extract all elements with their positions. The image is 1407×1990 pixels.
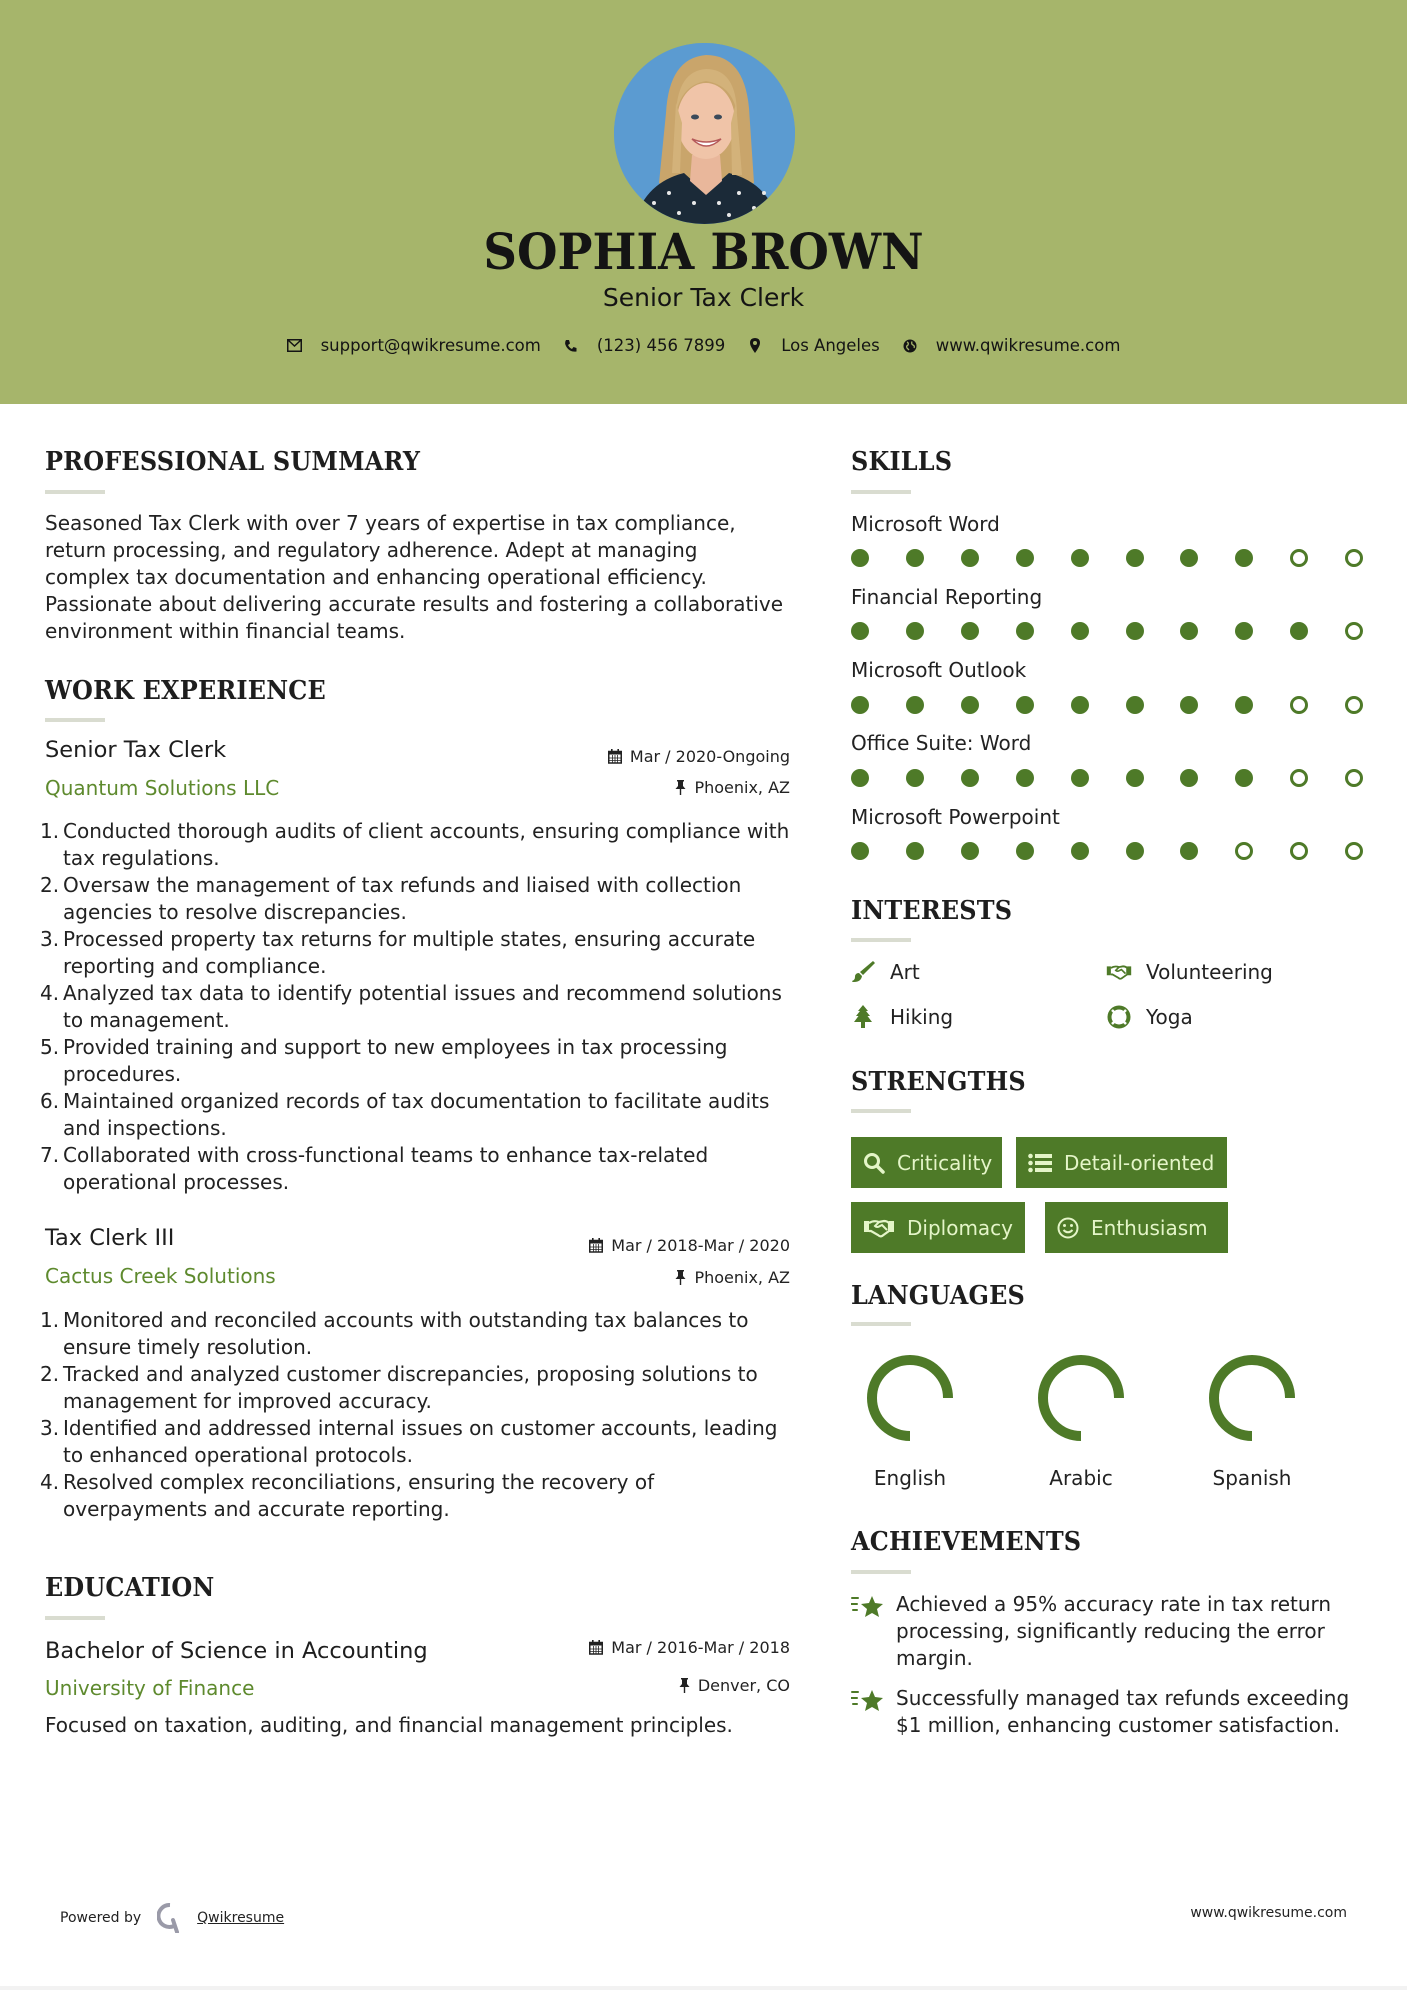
skill-dot-filled xyxy=(851,622,869,640)
map-marker-icon xyxy=(747,338,763,354)
skill-dot-filled xyxy=(906,549,924,567)
language-item xyxy=(1021,1352,1141,1490)
skill-dot-filled xyxy=(1180,769,1198,787)
qwikresume-logo-icon xyxy=(157,1903,183,1933)
language-progress-ring xyxy=(1035,1352,1127,1444)
shooting-star-icon xyxy=(851,1685,896,1739)
list-item: 7. Collaborated with cross-functional teams to enhance tax-related operational processes. xyxy=(40,1143,709,1194)
education-location xyxy=(679,1676,790,1695)
interest-label: Volunteering xyxy=(1146,960,1273,984)
smile-icon xyxy=(1057,1217,1079,1239)
achievement-item xyxy=(851,1591,1371,1672)
section-divider xyxy=(851,490,911,494)
skill-dot-filled xyxy=(1071,769,1089,787)
skill-name: Office Suite: Word xyxy=(851,731,1032,755)
list-item: 3. Identified and addressed internal issues on customer accounts, leading to enhanced operational protocols. xyxy=(40,1416,778,1467)
skill-dot-filled xyxy=(906,769,924,787)
thumbtack-icon xyxy=(675,1270,686,1285)
education-dates-text: Mar / 2016-Mar / 2018 xyxy=(611,1638,790,1657)
resume-header xyxy=(0,0,1407,404)
job-company: Quantum Solutions LLC xyxy=(45,776,280,800)
calendar-icon xyxy=(608,749,622,764)
skill-dot-empty xyxy=(1290,842,1308,860)
skill-name: Financial Reporting xyxy=(851,585,1043,609)
section-divider xyxy=(45,1616,105,1620)
envelope-icon xyxy=(287,338,303,354)
section-title-languages: LANGUAGES xyxy=(851,1281,1025,1311)
profile-photo xyxy=(614,43,795,224)
section-divider xyxy=(851,1322,911,1326)
skill-dot-filled xyxy=(961,622,979,640)
skill-dot-filled xyxy=(1016,549,1034,567)
strength-chip xyxy=(851,1202,1025,1253)
life-ring-icon xyxy=(1106,1005,1132,1029)
skill-dot-filled xyxy=(1180,696,1198,714)
contact-phone[interactable] xyxy=(563,336,725,355)
skill-dot-empty xyxy=(1290,549,1308,567)
section-title-achievements: ACHIEVEMENTS xyxy=(851,1527,1082,1557)
skill-name: Microsoft Outlook xyxy=(851,658,1027,682)
skill-dot-empty xyxy=(1235,842,1253,860)
job-location xyxy=(675,1268,790,1287)
skill-dot-filled xyxy=(906,622,924,640)
skill-dot-filled xyxy=(1016,842,1034,860)
skill-dot-filled xyxy=(906,696,924,714)
language-item xyxy=(1192,1352,1312,1490)
section-divider xyxy=(45,490,105,494)
candidate-name: SOPHIA BROWN xyxy=(483,222,924,281)
list-item: 4. Resolved complex reconciliations, ensuring the recovery of overpayments and accurate reporting. xyxy=(40,1470,655,1521)
skill-rating xyxy=(851,842,1371,862)
section-divider xyxy=(851,938,911,942)
interest-item xyxy=(850,960,920,984)
powered-by-text: Powered by xyxy=(60,1910,142,1926)
strength-label: Enthusiasm xyxy=(1091,1215,1208,1240)
skill-rating xyxy=(851,769,1371,789)
skill-dot-filled xyxy=(1126,549,1144,567)
contact-email-text: support@qwikresume.com xyxy=(320,336,541,355)
job-title: Tax Clerk III xyxy=(45,1225,175,1251)
skill-name: Microsoft Word xyxy=(851,512,1000,536)
skill-dot-filled xyxy=(1180,842,1198,860)
language-progress-ring xyxy=(1206,1352,1298,1444)
skill-dot-filled xyxy=(1071,549,1089,567)
achievement-item xyxy=(851,1685,1371,1739)
skill-dot-filled xyxy=(1126,622,1144,640)
job-bullets xyxy=(40,1307,800,1523)
skill-dot-filled xyxy=(1290,622,1308,640)
contact-phone-text: (123) 456 7899 xyxy=(596,336,726,355)
skill-dot-filled xyxy=(1235,622,1253,640)
skill-dot-empty xyxy=(1345,842,1363,860)
globe-icon xyxy=(902,338,918,354)
powered-by xyxy=(60,1903,284,1933)
strength-chip xyxy=(851,1137,1002,1188)
candidate-title: Senior Tax Clerk xyxy=(602,283,805,312)
thumbtack-icon xyxy=(675,780,686,795)
phone-icon xyxy=(563,338,579,354)
skill-dot-filled xyxy=(1235,549,1253,567)
section-title-education: EDUCATION xyxy=(45,1573,215,1603)
education-dates xyxy=(589,1638,790,1657)
qwikresume-link[interactable]: Qwikresume xyxy=(197,1910,285,1926)
interest-item xyxy=(1106,960,1273,984)
job-dates xyxy=(589,1236,790,1255)
skill-dot-filled xyxy=(961,842,979,860)
summary-text: Seasoned Tax Clerk with over 7 years of expertise in tax compliance, return processing, and regulatory adherence. Adept at managing complex tax documentation and enhancing operational efficiency. Passionate about delivering accurate results and fostering a collaborative environment within financial teams. xyxy=(45,511,784,643)
section-divider xyxy=(851,1570,911,1574)
list-item: 3. Processed property tax returns for multiple states, ensuring accurate reporting and compliance. xyxy=(40,927,756,978)
strength-label: Detail-oriented xyxy=(1064,1150,1215,1175)
list-icon xyxy=(1028,1153,1052,1173)
strength-chip xyxy=(1016,1137,1227,1188)
job-location-text: Phoenix, AZ xyxy=(694,778,790,797)
list-item: 2. Tracked and analyzed customer discrepancies, proposing solutions to management for improved accuracy. xyxy=(40,1362,758,1413)
language-item xyxy=(850,1352,970,1490)
skill-dot-filled xyxy=(851,842,869,860)
calendar-icon xyxy=(589,1238,603,1253)
thumbtack-icon xyxy=(679,1678,690,1693)
job-company: Cactus Creek Solutions xyxy=(45,1264,276,1288)
skill-rating xyxy=(851,622,1371,642)
section-title-experience: WORK EXPERIENCE xyxy=(45,676,326,706)
section-title-summary: PROFESSIONAL SUMMARY xyxy=(45,447,421,477)
interest-label: Hiking xyxy=(890,1005,954,1029)
skill-dot-empty xyxy=(1345,622,1363,640)
skill-rating xyxy=(851,696,1371,716)
school-name: University of Finance xyxy=(45,1676,255,1700)
calendar-icon xyxy=(589,1640,603,1655)
job-dates-text: Mar / 2020-Ongoing xyxy=(629,747,790,766)
job-location-text: Phoenix, AZ xyxy=(694,1268,790,1287)
skill-dot-empty xyxy=(1345,696,1363,714)
section-title-interests: INTERESTS xyxy=(851,896,1013,926)
skill-dot-filled xyxy=(961,696,979,714)
shooting-star-icon xyxy=(851,1591,896,1672)
contact-location-text: Los Angeles xyxy=(781,336,880,355)
education-location-text: Denver, CO xyxy=(697,1676,790,1695)
skill-dot-filled xyxy=(1071,696,1089,714)
skill-dot-filled xyxy=(1126,769,1144,787)
footer-website[interactable]: www.qwikresume.com xyxy=(1190,1905,1347,1921)
interest-item xyxy=(1106,1005,1193,1029)
job-title: Senior Tax Clerk xyxy=(45,737,227,763)
skill-dot-filled xyxy=(1126,696,1144,714)
list-item: 1. Monitored and reconciled accounts with outstanding tax balances to ensure timely resolution. xyxy=(40,1308,749,1359)
skill-dot-filled xyxy=(851,696,869,714)
skill-dot-filled xyxy=(851,769,869,787)
skill-name: Microsoft Powerpoint xyxy=(851,805,1060,829)
skill-dot-filled xyxy=(1235,769,1253,787)
list-item: 4. Analyzed tax data to identify potential issues and recommend solutions to management. xyxy=(40,981,782,1032)
job-location xyxy=(675,778,790,797)
section-title-skills: SKILLS xyxy=(851,447,953,477)
job-dates xyxy=(608,747,790,766)
skill-dot-empty xyxy=(1290,696,1308,714)
contact-bar xyxy=(0,336,1407,355)
skill-dot-filled xyxy=(1180,549,1198,567)
skill-dot-filled xyxy=(906,842,924,860)
list-item: 1. Conducted thorough audits of client accounts, ensuring compliance with tax regulations. xyxy=(40,819,790,870)
language-label: Arabic xyxy=(1049,1466,1113,1490)
section-divider xyxy=(851,1109,911,1113)
page-bottom-edge xyxy=(0,1986,1407,1990)
handshake-icon xyxy=(1106,960,1132,984)
achievement-text: Successfully managed tax refunds exceeding $1 million, enhancing customer satisfaction. xyxy=(896,1686,1350,1737)
skill-dot-filled xyxy=(851,549,869,567)
section-title-strengths: STRENGTHS xyxy=(851,1067,1026,1097)
skill-rating xyxy=(851,549,1371,569)
skill-dot-empty xyxy=(1345,769,1363,787)
language-label: Spanish xyxy=(1212,1466,1292,1490)
skill-dot-filled xyxy=(1235,696,1253,714)
skill-dot-filled xyxy=(1016,622,1034,640)
contact-website[interactable] xyxy=(902,336,1121,355)
skill-dot-filled xyxy=(1016,769,1034,787)
search-icon xyxy=(863,1152,885,1174)
language-progress-ring xyxy=(864,1352,956,1444)
contact-email[interactable] xyxy=(287,336,541,355)
tree-icon xyxy=(850,1005,876,1029)
interest-item xyxy=(850,1005,953,1029)
strength-label: Diplomacy xyxy=(907,1215,1014,1240)
paintbrush-icon xyxy=(850,960,876,984)
handshake-icon xyxy=(863,1218,895,1238)
job-dates-text: Mar / 2018-Mar / 2020 xyxy=(611,1236,790,1255)
skill-dot-filled xyxy=(1016,696,1034,714)
skill-dot-filled xyxy=(961,769,979,787)
interest-label: Art xyxy=(890,960,920,984)
interest-label: Yoga xyxy=(1146,1005,1193,1029)
list-item: 6. Maintained organized records of tax documentation to facilitate audits and inspections. xyxy=(40,1089,770,1140)
skill-dot-empty xyxy=(1290,769,1308,787)
contact-website-text: www.qwikresume.com xyxy=(935,336,1121,355)
skill-dot-empty xyxy=(1345,549,1363,567)
list-item: 2. Oversaw the management of tax refunds and liaised with collection agencies to resolve discrepancies. xyxy=(40,873,742,924)
skill-dot-filled xyxy=(1180,622,1198,640)
skill-dot-filled xyxy=(1071,622,1089,640)
strength-label: Criticality xyxy=(897,1150,993,1175)
skill-dot-filled xyxy=(1126,842,1144,860)
skill-dot-filled xyxy=(961,549,979,567)
achievement-text: Achieved a 95% accuracy rate in tax return processing, significantly reducing the error margin. xyxy=(896,1592,1332,1670)
strength-chip xyxy=(1045,1202,1228,1253)
education-description: Focused on taxation, auditing, and financial management principles. xyxy=(45,1713,733,1737)
list-item: 5. Provided training and support to new employees in tax processing procedures. xyxy=(40,1035,728,1086)
language-label: English xyxy=(873,1466,947,1490)
degree-title: Bachelor of Science in Accounting xyxy=(45,1638,428,1664)
contact-location xyxy=(747,336,880,355)
skill-dot-filled xyxy=(1071,842,1089,860)
job-bullets xyxy=(40,818,800,1196)
section-divider xyxy=(45,718,105,722)
